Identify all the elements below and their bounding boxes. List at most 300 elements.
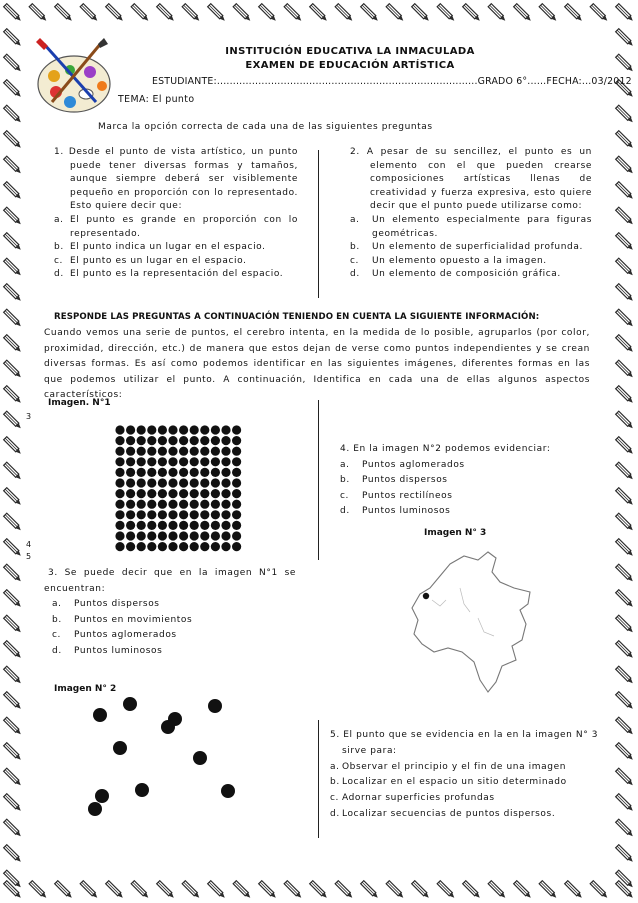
pencil-icon	[182, 4, 201, 23]
grid-dot	[179, 500, 188, 509]
pencil-icon	[514, 4, 533, 23]
pencil-icon	[616, 717, 635, 736]
option-text: Un elemento de superficialidad profunda.	[372, 242, 583, 253]
pencil-icon	[310, 4, 329, 23]
grid-dot	[158, 425, 167, 434]
grid-dot	[232, 489, 241, 498]
student-line: ESTUDIANTE:..................................................................................GRADO 6°......FECHA:...03/2012	[152, 76, 632, 87]
grid-dot	[190, 478, 199, 487]
grid-dot	[147, 510, 156, 519]
pencil-icon	[4, 666, 23, 685]
pencil-icon	[616, 233, 635, 252]
pencil-icon	[335, 881, 354, 900]
grid-dot	[115, 447, 124, 456]
palette-icon	[34, 36, 114, 116]
image-2-label: Imagen N° 2	[54, 684, 117, 694]
grid-dot	[147, 521, 156, 530]
pencil-icon	[386, 4, 405, 23]
grid-dot	[211, 542, 220, 551]
grid-dot	[179, 489, 188, 498]
grid-dot	[137, 531, 146, 540]
pencil-icon	[616, 207, 635, 226]
pencil-icon	[4, 437, 23, 456]
grid-dot	[168, 489, 177, 498]
grid-dot	[115, 500, 124, 509]
pencil-icon	[4, 564, 23, 583]
option-text: Puntos dispersos	[74, 599, 160, 610]
pencil-icon	[208, 881, 227, 900]
grid-dot	[147, 447, 156, 456]
grid-dot	[200, 457, 209, 466]
grid-dot	[115, 425, 124, 434]
option-q4-b[interactable]	[340, 473, 590, 489]
grid-dot	[179, 436, 188, 445]
grid-dot	[126, 425, 135, 434]
pencil-icon	[55, 4, 74, 23]
pencil-icon	[616, 819, 635, 838]
exam-title: EXAMEN DE EDUCACIÓN ARTÍSTICA	[245, 60, 455, 71]
pencil-icon	[616, 360, 635, 379]
grid-dot	[137, 425, 146, 434]
pencil-icon	[284, 4, 303, 23]
grid-dot	[211, 531, 220, 540]
grid-dot	[137, 521, 146, 530]
grid-dot	[190, 510, 199, 519]
grid-dot	[200, 521, 209, 530]
pencil-icon	[80, 4, 99, 23]
pencil-icon	[4, 845, 23, 864]
grid-dot	[137, 468, 146, 477]
option-letter: c.	[350, 255, 360, 266]
pencil-icon	[616, 105, 635, 124]
option-letter: d.	[350, 269, 360, 280]
grid-dot	[126, 531, 135, 540]
grid-dot	[200, 500, 209, 509]
grid-dot	[211, 478, 220, 487]
grid-dot	[221, 542, 230, 551]
grid-dot	[232, 447, 241, 456]
option-text: Puntos rectilíneos	[362, 490, 453, 501]
option-letter: b.	[340, 475, 350, 486]
option-q4-a[interactable]	[340, 458, 590, 474]
pencil-icon	[565, 4, 584, 23]
column-divider	[318, 720, 319, 838]
pencil-icon	[157, 4, 176, 23]
option-letter: a.	[340, 459, 350, 470]
option-text: Un elemento de composición gráfica.	[372, 269, 561, 280]
grid-dot	[158, 489, 167, 498]
grid-dot	[126, 447, 135, 456]
grid-dot	[179, 521, 188, 530]
pencil-icon	[4, 258, 23, 277]
question-2	[350, 146, 592, 282]
grid-dot	[211, 447, 220, 456]
pencil-icon	[310, 881, 329, 900]
option-letter: b.	[54, 242, 64, 253]
pencil-icon	[4, 819, 23, 838]
option-q2-a[interactable]	[350, 214, 592, 241]
option-q4-d[interactable]	[340, 504, 590, 520]
grid-dot	[158, 542, 167, 551]
grid-dot	[211, 468, 220, 477]
margin-mark: 5	[26, 552, 32, 561]
pencil-icon	[4, 513, 23, 532]
grid-dot	[190, 468, 199, 477]
option-letter: c.	[54, 255, 64, 266]
grid-dot	[200, 425, 209, 434]
question-5-text: 5. El punto que se evidencia en la en la imagen N° 3	[330, 730, 599, 740]
grid-dot	[115, 542, 124, 551]
option-q1-a[interactable]	[54, 214, 298, 241]
pencil-icon	[233, 4, 252, 23]
grid-dot	[232, 510, 241, 519]
grid-dot	[179, 425, 188, 434]
pencil-icon	[208, 4, 227, 23]
grid-dot	[200, 489, 209, 498]
pencil-icon	[616, 335, 635, 354]
pencil-icon	[616, 768, 635, 787]
grid-dot	[115, 489, 124, 498]
option-text: El punto es la representación del espacio.	[70, 269, 284, 280]
option-letter: c.	[340, 490, 350, 501]
option-q1-b[interactable]	[54, 241, 298, 255]
pencil-icon	[437, 4, 456, 23]
pencil-icon	[4, 233, 23, 252]
grid-dot	[115, 531, 124, 540]
grid-dot	[126, 468, 135, 477]
pencil-icon	[616, 488, 635, 507]
pencil-icon	[488, 881, 507, 900]
option-q2-d[interactable]	[350, 268, 592, 282]
grid-dot	[158, 521, 167, 530]
grid-dot	[211, 436, 220, 445]
pencil-icon	[386, 881, 405, 900]
institution-title: INSTITUCIÓN EDUCATIVA LA INMACULADA	[225, 46, 475, 57]
pencil-icon	[4, 284, 23, 303]
pencil-icon	[488, 4, 507, 23]
pencil-icon	[335, 4, 354, 23]
grid-dot	[147, 425, 156, 434]
grid-dot	[232, 425, 241, 434]
grid-dot	[232, 531, 241, 540]
option-text: El punto indica un lugar en el espacio.	[70, 242, 266, 253]
option-q3-c[interactable]	[52, 628, 296, 644]
grid-dot	[137, 500, 146, 509]
grid-dot	[137, 542, 146, 551]
option-text: El punto es grande en proporción con lo representado.	[70, 214, 298, 239]
grid-dot	[179, 457, 188, 466]
option-text: El punto es un lugar en el espacio.	[70, 255, 247, 266]
option-q3-b[interactable]	[52, 613, 296, 629]
grid-dot	[232, 521, 241, 530]
option-text: Puntos en movimientos	[74, 614, 193, 625]
grid-dot	[126, 478, 135, 487]
grid-dot	[200, 447, 209, 456]
option-q5-b[interactable]	[330, 775, 600, 791]
grid-dot	[221, 457, 230, 466]
pencil-icon	[616, 794, 635, 813]
option-q1-d[interactable]	[54, 268, 298, 282]
grid-dot	[137, 510, 146, 519]
option-q2-b[interactable]	[350, 241, 592, 255]
grid-dot	[158, 457, 167, 466]
grid-dot	[137, 436, 146, 445]
option-q5-c[interactable]	[330, 791, 600, 807]
grid-dot	[147, 489, 156, 498]
grid-dot	[221, 468, 230, 477]
option-text: Puntos luminosos	[74, 645, 163, 656]
grid-dot	[190, 457, 199, 466]
grid-dot	[147, 468, 156, 477]
pencil-icon	[616, 411, 635, 430]
option-text: Puntos aglomerados	[362, 459, 465, 470]
pencil-icon	[4, 207, 23, 226]
grid-dot	[190, 542, 199, 551]
margin-mark: 3	[26, 412, 32, 421]
topic: TEMA: El punto	[118, 94, 195, 105]
grid-dot	[200, 468, 209, 477]
grid-dot	[126, 457, 135, 466]
pencil-icon	[4, 54, 23, 73]
grid-dot	[147, 542, 156, 551]
option-letter: d.	[340, 506, 350, 517]
option-q2-c[interactable]	[350, 255, 592, 269]
pencil-icon	[4, 768, 23, 787]
question-1	[54, 146, 298, 282]
option-q3-d[interactable]	[52, 644, 296, 660]
pencil-icon	[616, 743, 635, 762]
grid-dot	[179, 542, 188, 551]
grid-dot	[211, 425, 220, 434]
grid-dot	[179, 447, 188, 456]
grid-dot	[158, 531, 167, 540]
grid-dot	[179, 510, 188, 519]
pencil-icon	[4, 309, 23, 328]
pencil-icon	[616, 564, 635, 583]
margin-mark: 4	[26, 540, 32, 549]
pencil-icon	[616, 29, 635, 48]
pencil-icon	[565, 881, 584, 900]
question-4-text: 4. En la imagen N°2 podemos evidenciar:	[340, 444, 551, 454]
pencil-icon	[616, 641, 635, 660]
grid-dot	[115, 436, 124, 445]
pencil-icon	[259, 881, 278, 900]
pencil-icon	[616, 539, 635, 558]
grid-dot	[168, 457, 177, 466]
grid-dot	[221, 510, 230, 519]
pencil-icon	[4, 870, 23, 889]
grid-dot	[137, 489, 146, 498]
option-q5-d[interactable]	[330, 807, 600, 823]
map-icon	[404, 548, 544, 698]
instruction: Marca la opción correcta de cada una de las siguientes preguntas	[98, 122, 433, 132]
option-letter: c.	[52, 630, 62, 641]
pencil-icon	[361, 4, 380, 23]
grid-dot	[190, 521, 199, 530]
option-letter: a.	[330, 761, 340, 772]
grid-dot	[147, 500, 156, 509]
grid-dot	[232, 500, 241, 509]
option-letter: b.	[330, 777, 340, 788]
pencil-icon	[616, 692, 635, 711]
grid-dot	[168, 510, 177, 519]
grid-dot	[221, 489, 230, 498]
grid-dot	[190, 531, 199, 540]
pencil-icon	[616, 437, 635, 456]
pencil-icon	[412, 4, 431, 23]
pencil-icon	[616, 386, 635, 405]
grid-dot	[137, 447, 146, 456]
pencil-icon	[616, 284, 635, 303]
pencil-icon	[616, 615, 635, 634]
grid-dot	[126, 436, 135, 445]
grid-dot	[211, 500, 220, 509]
grid-dot	[147, 478, 156, 487]
option-text: Localizar en el espacio un sitio determinado	[342, 777, 567, 788]
pencil-icon	[616, 666, 635, 685]
pencil-icon	[4, 641, 23, 660]
pencil-icon	[4, 156, 23, 175]
grid-dot	[126, 521, 135, 530]
grid-dot	[211, 521, 220, 530]
grid-dot	[168, 500, 177, 509]
grid-dot	[168, 436, 177, 445]
grid-dot	[232, 457, 241, 466]
grid-dot	[147, 436, 156, 445]
option-letter: a.	[54, 214, 64, 225]
pencil-icon	[157, 881, 176, 900]
grid-dot	[126, 489, 135, 498]
grid-dot	[190, 436, 199, 445]
grid-dot	[168, 531, 177, 540]
pencil-icon	[29, 881, 48, 900]
grid-dot	[190, 447, 199, 456]
pencil-icon	[4, 386, 23, 405]
option-q5-a[interactable]	[330, 760, 600, 776]
pencil-icon	[80, 881, 99, 900]
grid-dot	[200, 542, 209, 551]
scatter-dots-image	[80, 692, 240, 822]
pencil-icon	[4, 80, 23, 99]
grid-dot	[168, 468, 177, 477]
option-q4-c[interactable]	[340, 489, 590, 505]
pencil-icon	[4, 131, 23, 150]
grid-dot	[158, 468, 167, 477]
pencil-icon	[616, 870, 635, 889]
grid-dot	[179, 478, 188, 487]
grid-dot	[232, 542, 241, 551]
grid-dot	[158, 436, 167, 445]
pencil-icon	[616, 309, 635, 328]
grid-dot	[179, 468, 188, 477]
grid-dot	[158, 510, 167, 519]
grid-dot	[211, 489, 220, 498]
grid-dot	[232, 436, 241, 445]
grid-dot	[221, 521, 230, 530]
grid-dot	[168, 542, 177, 551]
grid-dot	[137, 478, 146, 487]
grid-dot	[126, 510, 135, 519]
pencil-icon	[4, 105, 23, 124]
grid-dot	[115, 478, 124, 487]
pencil-icon	[616, 54, 635, 73]
option-q1-c[interactable]	[54, 255, 298, 269]
pencil-icon	[259, 4, 278, 23]
pencil-icon	[616, 590, 635, 609]
option-letter: d.	[52, 645, 62, 656]
grid-dot	[200, 436, 209, 445]
question-4	[340, 442, 590, 520]
question-2-text: 2. A pesar de su sencillez, el punto es un elemento con el que pueden crearse composiciones artísticas llenas de creatividad y fuerza expresiva, esto quiere decir que el punto puede utilizarse como:	[350, 147, 592, 212]
grid-dot	[221, 447, 230, 456]
grid-dot	[158, 478, 167, 487]
option-text: Puntos aglomerados	[74, 630, 177, 641]
grid-dot	[179, 531, 188, 540]
pencil-icon	[284, 881, 303, 900]
grid-dot	[115, 521, 124, 530]
pencil-icon	[616, 513, 635, 532]
pencil-icon	[4, 462, 23, 481]
pencil-border-right	[612, 0, 638, 903]
option-text: Puntos luminosos	[362, 506, 451, 517]
grid-dot	[168, 521, 177, 530]
option-letter: c.	[330, 793, 340, 804]
grid-dot	[158, 447, 167, 456]
pencil-icon	[437, 881, 456, 900]
grid-dot	[168, 425, 177, 434]
pencil-icon	[29, 4, 48, 23]
option-letter: d.	[54, 269, 64, 280]
pencil-icon	[539, 4, 558, 23]
pencil-icon	[463, 4, 482, 23]
pencil-border-top	[0, 0, 638, 26]
option-text: Puntos dispersos	[362, 475, 448, 486]
question-3-text: 3. Se puede decir que en la imagen N°1 se encuentran:	[44, 568, 296, 594]
option-text: Observar el principio y el fin de una imagen	[342, 761, 567, 772]
question-5-text-cont: sirve para:	[342, 745, 397, 756]
pencil-icon	[4, 590, 23, 609]
pencil-icon	[4, 794, 23, 813]
grid-dot	[147, 457, 156, 466]
pencil-icon	[4, 488, 23, 507]
grid-dot	[221, 436, 230, 445]
grid-dot	[221, 500, 230, 509]
pencil-icon	[4, 692, 23, 711]
grid-dot	[115, 457, 124, 466]
grid-dot	[200, 531, 209, 540]
pencil-icon	[4, 539, 23, 558]
grid-dot	[190, 489, 199, 498]
grid-dot	[126, 500, 135, 509]
pencil-icon	[412, 881, 431, 900]
pencil-icon	[616, 182, 635, 201]
pencil-icon	[4, 717, 23, 736]
pencil-icon	[616, 845, 635, 864]
option-text: Localizar secuencias de puntos dispersos.	[342, 808, 556, 819]
option-q3-a[interactable]	[52, 597, 296, 613]
option-letter: b.	[350, 242, 360, 253]
pencil-icon	[4, 411, 23, 430]
pencil-border-bottom	[0, 877, 638, 903]
pencil-icon	[4, 335, 23, 354]
pencil-icon	[463, 881, 482, 900]
section-paragraph: Cuando vemos una serie de puntos, el cerebro intenta, en la medida de lo posible, agruparlos (por color, proximidad, dirección, etc.) de manera que estos dejan de verse como puntos independientes y se crean diversas formas. Es así como podemos identificar en las siguientes imágenes, diferentes formas en las que podemos utilizar el punto. A continuación, Identifica en cada una de ellas algunos aspectos característicos:	[44, 328, 590, 400]
grid-dot	[200, 478, 209, 487]
pencil-icon	[233, 881, 252, 900]
image-1-label: Imagen. N°1	[48, 398, 111, 408]
pencil-icon	[539, 881, 558, 900]
grid-dot	[232, 478, 241, 487]
